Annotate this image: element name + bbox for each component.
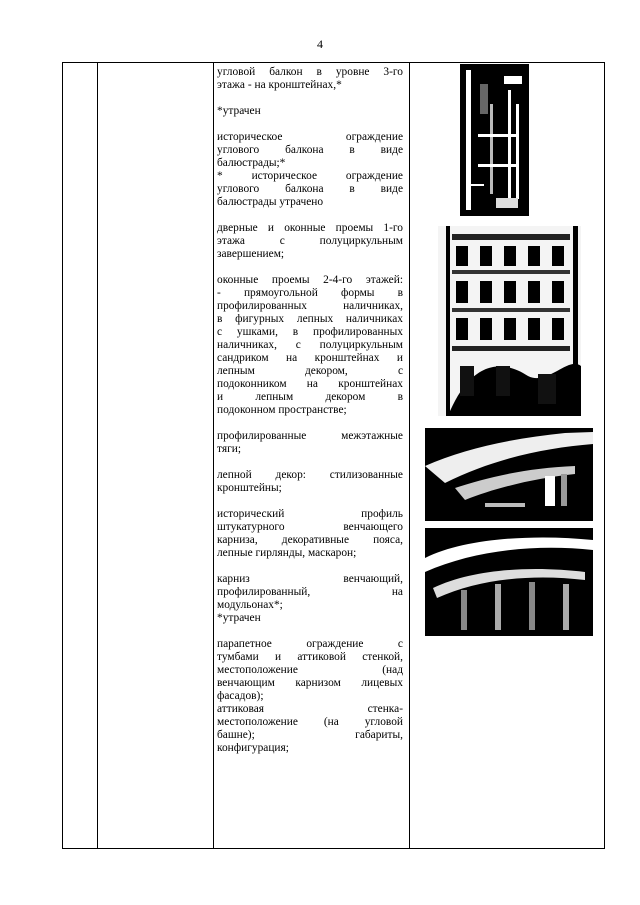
column-divider-2 — [213, 62, 214, 849]
column-divider-1 — [97, 62, 98, 849]
description-line: балюстрады утрачено — [217, 196, 324, 208]
description-line: оконные проемы 2-4-го этажей: — [217, 274, 403, 286]
description-line: фасадов); — [217, 690, 264, 702]
description-line: профилированные межэтажные — [217, 430, 403, 442]
description-line: парапетное ограждение с — [217, 638, 403, 650]
photo-corner-tower — [425, 528, 593, 636]
description-line: карниза, декоративные пояса, — [217, 534, 403, 546]
description-block — [217, 274, 403, 417]
description-line: * историческое ограждение — [217, 170, 403, 182]
description-line: - прямоугольной формы в — [217, 287, 403, 299]
description-line: балюстрады;* — [217, 157, 286, 169]
description-line: *утрачен — [217, 105, 261, 117]
description-line: наличниках, с полуциркульным — [217, 339, 403, 351]
description-line: тумбами и аттиковой стенкой, — [217, 651, 403, 663]
table-border-right — [604, 62, 605, 849]
description-line: этажа с полуциркульным — [217, 235, 403, 247]
description-line: башне); габариты, — [217, 729, 403, 741]
description-line: местоположение (над — [217, 664, 403, 676]
description-line: исторический профиль — [217, 508, 403, 520]
description-line: подоконником на кронштейнах — [217, 378, 403, 390]
table-border-bottom — [62, 848, 605, 849]
column-divider-3 — [409, 62, 410, 849]
description-line: сандриком на кронштейнах и — [217, 352, 403, 364]
description-line: углового балкона в виде — [217, 144, 403, 156]
description-block — [217, 508, 403, 560]
description-line: конфигурация; — [217, 742, 289, 754]
description-block — [217, 131, 403, 209]
description-line: штукатурного венчающего — [217, 521, 403, 533]
description-line: *утрачен — [217, 612, 261, 624]
description-line: углового балкона в виде — [217, 183, 403, 195]
description-line: лепным декором, с — [217, 365, 403, 377]
description-block — [217, 430, 403, 456]
description-line: лепной декор: стилизованные — [217, 469, 403, 481]
photo-cornice-detail — [425, 428, 593, 521]
description-line: и лепным декором в — [217, 391, 403, 403]
description-block — [217, 222, 403, 261]
description-line: местоположение (на угловой — [217, 716, 403, 728]
description-line: модульонах*; — [217, 599, 283, 611]
table-border-top — [62, 62, 605, 63]
description-line: в фигурных лепных наличниках — [217, 313, 403, 325]
description-line: завершением; — [217, 248, 285, 260]
description-line: венчающим карнизом лицевых — [217, 677, 403, 689]
photo-corner-balcony — [460, 64, 529, 216]
description-line: кронштейны; — [217, 482, 282, 494]
description-line: аттиковая стенка- — [217, 703, 403, 715]
description-line: лепные гирлянды, маскарон; — [217, 547, 357, 559]
description-line: этажа - на кронштейнах,* — [217, 79, 342, 91]
table-border-left — [62, 62, 63, 849]
description-line: угловой балкон в уровне 3-го — [217, 66, 403, 78]
description-line: тяги; — [217, 443, 241, 455]
description-line: подоконном пространстве; — [217, 404, 347, 416]
description-line: профилированных наличниках, — [217, 300, 403, 312]
description-block — [217, 469, 403, 495]
description-line: историческое ограждение — [217, 131, 403, 143]
page-number: 4 — [317, 37, 323, 51]
description-block — [217, 573, 403, 625]
description-line: карниз венчающий, — [217, 573, 403, 585]
description-block — [217, 105, 403, 118]
description-block — [217, 638, 403, 755]
description-line: дверные и оконные проемы 1-го — [217, 222, 403, 234]
description-column — [217, 66, 403, 768]
description-block — [217, 66, 403, 92]
photo-facade — [438, 226, 581, 416]
description-line: профилированный, на — [217, 586, 403, 598]
description-line: с ушками, в профилированных — [217, 326, 403, 338]
